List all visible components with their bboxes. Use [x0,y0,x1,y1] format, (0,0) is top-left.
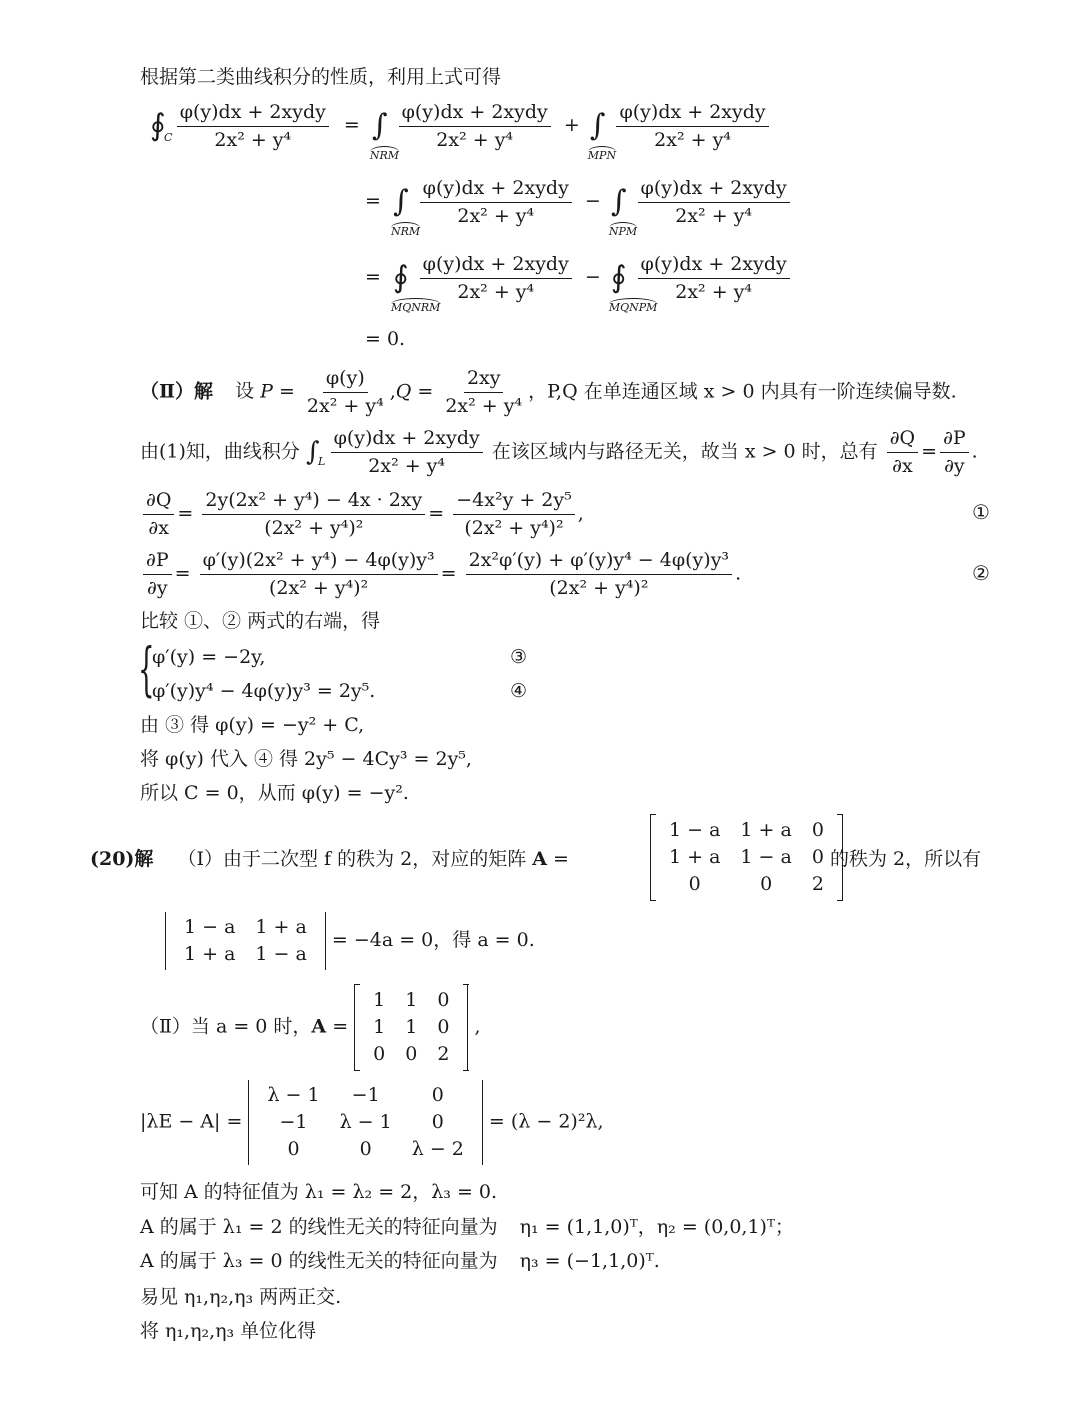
eigvec-1-line: A 的属于 λ₁ = 2 的线性无关的特征向量为 η₁ = (1,1,0)ᵀ，η₂ = (0,0,1)ᵀ； [140,1216,794,1238]
system-eq-1: φ′(y) = −2y, [152,646,266,668]
path-independence-line: 由(1)知，曲线积分 ∫ L $\frac{\text{φ(y)dx + 2xydy}}{\text{2x² + y⁴}}$ 在该区域内与路径无关，故当 x > 0 时，总有 $\frac{\partial Q}{\partial x}$ = $\frac{\partial P}{\partial y}$ . [140,427,978,477]
fraction: $\frac{\text{φ(y)dx + 2xydy}}{\text{2x² + y⁴}}$ [638,254,790,303]
matrix-cell: 2 [811,873,824,895]
marker-3: ③ [510,646,528,668]
matrix-cell: 1 − a [184,916,236,938]
matrix-cell: 0 [431,1084,444,1106]
matrix-cell: 1 + a [255,916,307,938]
substitute-line: 将 φ(y) 代入 ④ 得 2y⁵ − 4Cy³ = 2y⁵, [140,748,472,770]
matrix-cell: 0 [688,873,701,895]
matrix-cell: 1 + a [669,846,721,868]
fraction: $\frac{2xy}{\text{2x² + y⁴}}$ [445,367,523,417]
fraction: $\frac{\text{φ(y)dx + 2xydy}}{\text{2x² + y⁴}}$ [420,178,572,227]
matrix-cell: 0 [437,989,450,1011]
matrix-cell: 1 − a [669,819,721,841]
fraction: $\frac{\varphi(y)}{\text{2x² + y⁴}}$ [306,367,384,417]
matrix-cell: 0 [287,1138,300,1160]
fraction: $\frac{\text{φ(y)dx + 2xydy}}{\text{2x² + y⁴}}$ [177,102,329,151]
matrix-cell: 0 [359,1138,372,1160]
compare-line: 比较 ①、② 两式的右端，得 [140,610,381,632]
contour-integral-symbol: ∮ MQNPM [608,260,658,315]
integral-row-2: = ∫ NRM $\frac{\text{φ(y)dx + 2xydy}}{\text{2x² + y⁴}}$ − ∫ NPM $\frac{\text{φ(y)dx + 2xydy}}{\text{2x² + y⁴}}$ [365,178,793,227]
marker-4: ④ [510,680,528,702]
matrix-cell: −1 [279,1111,308,1133]
matrix-cell: 1 + a [740,819,792,841]
matrix-cell: λ − 2 [411,1138,464,1160]
q20-tail: 的秩为 2，所以有 [830,848,982,870]
fraction: $\frac{\partial Q}{\partial x}$ [887,428,918,477]
matrix-A [650,815,843,900]
matrix-cell: 1 [405,989,418,1011]
line-integral-symbol: ∫ NRM [369,108,400,163]
q20-line: (20)解 （Ⅰ）由于二次型 f 的秩为 2，对应的矩阵 A = [90,848,569,870]
fraction: $\frac{\text{φ(y)dx + 2xydy}}{\text{2x² + y⁴}}$ [638,178,790,227]
matrix-cell: 0 [437,1016,450,1038]
normalize-line: 将 η₁,η₂,η₃ 单位化得 [140,1320,317,1342]
matrix-cell: 0 [811,819,824,841]
matrix-cell: 2 [437,1043,450,1065]
conclusion-line: 所以 C = 0，从而 φ(y) = −y². [140,782,409,804]
from-3-line: 由 ③ 得 φ(y) = −y² + C, [140,714,365,736]
line-integral-symbol: ∫ MPN [587,108,617,163]
fraction: $\frac{\partial P}{\partial y}$ [940,428,969,477]
line-integral-symbol: ∫ NRM [390,184,421,239]
matrix-cell: λ − 1 [267,1084,320,1106]
matrix-cell: 0 [811,846,824,868]
eigenvalues-line: 可知 A 的特征值为 λ₁ = λ₂ = 2，λ₃ = 0. [140,1181,498,1203]
system-brace: { [138,635,155,703]
eigvec-2-line: A 的属于 λ₃ = 0 的线性无关的特征向量为 η₃ = (−1,1,0)ᵀ. [140,1250,660,1272]
matrix-cell: 0 [373,1043,386,1065]
matrix-cell: 1 − a [255,943,307,965]
marker-2: ② [972,561,990,585]
matrix-cell: λ − 1 [339,1111,392,1133]
matrix-cell: 0 [760,873,773,895]
line-integral-symbol: ∫ NPM [608,184,638,239]
matrix-cell: 1 − a [740,846,792,868]
matrix-cell: 1 + a [184,943,236,965]
matrix-cell: 1 [373,1016,386,1038]
intro-line: 根据第二类曲线积分的性质，利用上式可得 [140,66,502,88]
marker-1: ① [972,500,990,524]
equation-2: $\frac{\partial P}{\partial y}$ = $\frac{\text{φ′(y)(2x² + y⁴) − 4φ(y)y³}}{\text{(2x² + y⁴)²}}$ = $\frac{\text{2x²φ′(y) + φ′(y)y⁴ − 4φ(y)y³}}{\text{(2x² + y⁴)²}}$ . [140,550,741,599]
equals-zero: = 0. [365,328,406,350]
fraction: $\frac{\text{φ(y)dx + 2xydy}}{\text{2x² + y⁴}}$ [331,428,483,477]
matrix-cell: 1 [405,1016,418,1038]
integral-row-3: = ∮ MQNRM $\frac{\text{φ(y)dx + 2xydy}}{\text{2x² + y⁴}}$ − ∮ MQNPM $\frac{\text{φ(y)dx + 2xydy}}{\text{2x² + y⁴}}$ [365,254,793,303]
integral-row-1: ∮ C $\frac{\text{φ(y)dx + 2xydy}}{\text{2x² + y⁴}}$ = ∫ NRM $\frac{\text{φ(y)dx + 2xydy}}{\text{2x² + y⁴}}$ + ∫ MPN $\frac{\text{φ(y)dx + 2xydy}}{\text{2x² + y⁴}}$ [150,102,772,151]
fraction: $\frac{\text{φ(y)dx + 2xydy}}{\text{2x² + y⁴}}$ [399,102,551,151]
det-line: 1 − a 1 + a 1 + a 1 − a = −4a = 0，得 a = 0. [165,912,535,970]
char-poly-line: |λE − A| = λ − 1 −1 0 −1 λ − 1 0 0 0 λ − 2 = (λ − 2)²λ, [140,1080,604,1165]
fraction: $\frac{\text{φ(y)dx + 2xydy}}{\text{2x² + y⁴}}$ [616,102,768,151]
orthogonal-line: 易见 η₁,η₂,η₃ 两两正交. [140,1286,342,1308]
contour-integral-symbol: ∮ C [150,108,173,145]
contour-integral-symbol: ∮ MQNRM [390,260,441,315]
part2b-line: （Ⅱ）当 a = 0 时，A = 1 1 0 1 1 0 0 0 2 , [140,985,481,1070]
system-eq-2: φ′(y)y⁴ − 4φ(y)y³ = 2y⁵. [152,680,376,702]
fraction: $\frac{\text{φ(y)dx + 2xydy}}{\text{2x² + y⁴}}$ [420,254,572,303]
matrix-cell: 0 [405,1043,418,1065]
matrix-cell: 1 [373,989,386,1011]
matrix-cell: −1 [351,1084,380,1106]
equation-1: $\frac{\partial Q}{\partial x}$ = $\frac{\text{2y(2x² + y⁴) − 4x · 2xy}}{\text{(2x² + y⁴)²}}$ = $\frac{\text{−4x²y + 2y⁵}}{\text{(2x² + y⁴)²}}$ , [140,490,584,539]
part2-line: （Ⅱ）解 设 P = $\frac{\varphi(y)}{\text{2x² + y⁴}}$ ,Q = $\frac{2xy}{\text{2x² + y⁴}}$ ，P,Q 在单连通区域 x > 0 内具有一阶连续偏导数. [140,367,957,417]
matrix-cell: 0 [431,1111,444,1133]
